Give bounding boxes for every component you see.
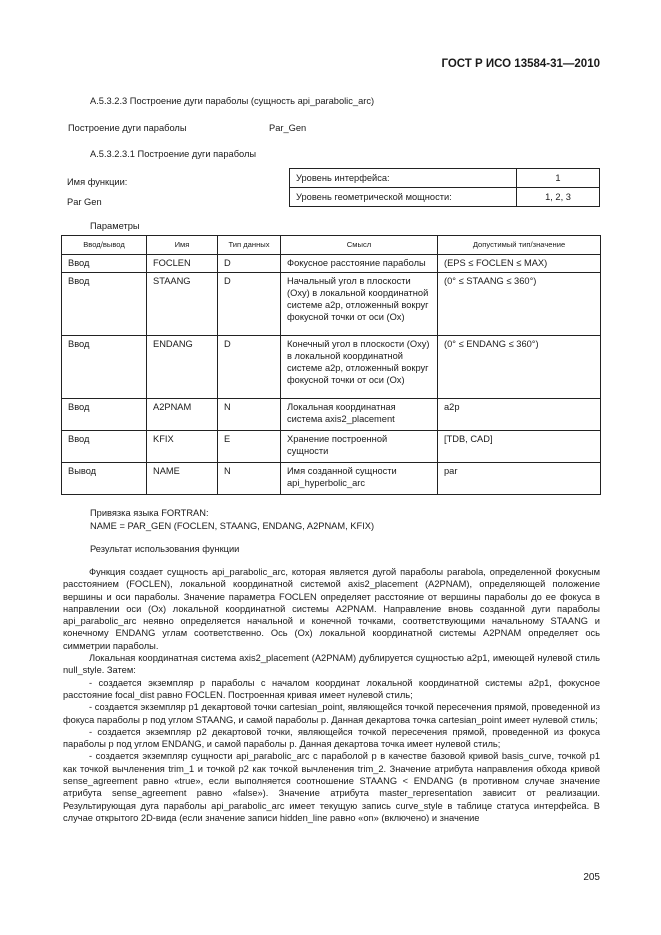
fortran-call: NAME = PAR_GEN (FOCLEN, STAANG, ENDANG, A2PNAM, KFIX)	[90, 521, 375, 531]
standard-designation: ГОСТ Р ИСО 13584-31—2010	[441, 58, 600, 70]
section-title: A.5.3.2.3 Построение дуги параболы (сущность api_parabolic_arc)	[90, 96, 375, 106]
cell-io: Ввод	[62, 399, 147, 431]
description-text	[63, 566, 600, 824]
cell-meaning: Начальный угол в плоскости (Oxy) в локальной координатной системе a2p, отложенный вокруг фокусной точки от оси (Ox)	[281, 273, 438, 336]
cell-type: N	[218, 399, 281, 431]
paragraph: - создается экземпляр p2 декартовой точки, являющейся точкой пересечения прямой, проведенной из фокуса параболы p под углом ENDANG, и самой параболы p. Данная декартова точка имеет нулевой стиль;	[63, 726, 600, 750]
cell-io: Ввод	[62, 431, 147, 463]
cell-name: ENDANG	[147, 336, 218, 399]
level-table	[289, 168, 600, 207]
cell-name: STAANG	[147, 273, 218, 336]
cell-name: KFIX	[147, 431, 218, 463]
cell-allowed: [TDB, CAD]	[438, 431, 601, 463]
cell-allowed: a2p	[438, 399, 601, 431]
construct-label: Построение дуги параболы	[68, 123, 187, 133]
paragraph: - создается экземпляр сущности api_parabolic_arc с параболой p в качестве базовой кривой basis_curve, точкой p1 как точкой вычленения trim_1 и точкой p2 как точкой вычленения trim_2. Значение атрибута направления обхода кривой sense_agreement равно «true», если выполняется соотношение STAANG < ENDANG (в противном случае значение атрибута sense_agreement равно «false»). Значение атрибута master_representation зависит от реализации. Результирующая дуга параболы api_parabolic_arc имеет текущую запись curve_style в таблице статуса интерфейса. В случае открытого 2D-вида (если значение записи hidden_line равно «on» (включено) и значение	[63, 751, 600, 823]
cell-type: N	[218, 463, 281, 495]
cell-meaning: Хранение построенной сущности	[281, 431, 438, 463]
parameters-table	[61, 235, 601, 495]
cell-meaning: Имя созданной сущности api_hyperbolic_arc	[281, 463, 438, 495]
table-row	[62, 431, 601, 463]
cell-io: Ввод	[62, 273, 147, 336]
construct-code: Par_Gen	[269, 123, 307, 133]
cell-allowed: (EPS ≤ FOCLEN ≤ MAX)	[438, 255, 601, 273]
paragraph: Функция создает сущность api_parabolic_arc, которая является дугой параболы parabola, определенной фокусным расстоянием (FOCLEN), локальной координатной системой axis2_placement (A2PNAM), определяющей положение вершины и оси параболы. Значение параметра FOCLEN определяет расстояние от вершины параболы до ее фокуса в направлении оси (Ox) локальной координатной системы A2PNAM. Направление вновь созданной дуги параболы api_parabolic_arc неявно определяется начальной и конечной точками, соответствующими начальному STAANG и конечному ENDANG углам соответственно. Ось (Ox) локальной координатной системы A2PNAM определяет ось симметрии параболы.	[63, 567, 600, 651]
cell-name: FOCLEN	[147, 255, 218, 273]
level-value: 1, 2, 3	[517, 188, 600, 207]
header-meaning: Смысл	[281, 236, 438, 255]
table-row	[62, 336, 601, 399]
cell-io: Ввод	[62, 255, 147, 273]
cell-io: Вывод	[62, 463, 147, 495]
header-io: Ввод/вывод	[62, 236, 147, 255]
cell-type: D	[218, 255, 281, 273]
header-type: Тип данных	[218, 236, 281, 255]
cell-type: D	[218, 273, 281, 336]
cell-allowed: (0° ≤ STAANG ≤ 360°)	[438, 273, 601, 336]
function-name-label: Имя функции:	[67, 177, 128, 187]
table-header-row	[62, 236, 601, 255]
table-row	[62, 273, 601, 336]
header-name: Имя	[147, 236, 218, 255]
page-number: 205	[583, 872, 600, 883]
cell-name: A2PNAM	[147, 399, 218, 431]
cell-meaning: Конечный угол в плоскости (Oxy) в локальной координатной системе a2p, отложенный вокруг фокусной точки от оси (Ox)	[281, 336, 438, 399]
table-row	[62, 463, 601, 495]
header-allowed: Допустимый тип/значение	[438, 236, 601, 255]
paragraph: - создается экземпляр p параболы с началом координат локальной координатной системы a2p1, фокусное расстояние focal_dist равно FOCLEN. Построенная кривая имеет нулевой стиль;	[63, 677, 600, 700]
fortran-label: Привязка языка FORTRAN:	[90, 508, 209, 518]
params-label: Параметры	[90, 221, 140, 231]
table-row	[62, 255, 601, 273]
paragraph: Локальная координатная система axis2_placement (A2PNAM) дублируется сущностью a2p1, имеющей нулевой стиль null_style. Затем:	[63, 653, 600, 676]
cell-allowed: par	[438, 463, 601, 495]
result-label: Результат использования функции	[90, 544, 240, 554]
subsection-title: A.5.3.2.3.1 Построение дуги параболы	[90, 149, 257, 159]
level-value: 1	[517, 169, 600, 188]
cell-meaning: Фокусное расстояние параболы	[281, 255, 438, 273]
level-label: Уровень интерфейса:	[290, 169, 517, 188]
level-label: Уровень геометрической мощности:	[290, 188, 517, 207]
cell-name: NAME	[147, 463, 218, 495]
function-name-value: Par Gen	[67, 197, 102, 207]
level-row	[290, 188, 600, 207]
cell-type: D	[218, 336, 281, 399]
cell-meaning: Локальная координатная система axis2_placement	[281, 399, 438, 431]
paragraph: - создается экземпляр p1 декартовой точки cartesian_point, являющейся точкой пересечения прямой, проведенной из фокуса параболы p под углом STAANG, и самой параболы p. Данная декартова точка cartesian_point имеет нулевой стиль;	[63, 702, 600, 725]
cell-type: E	[218, 431, 281, 463]
table-row	[62, 399, 601, 431]
level-row	[290, 169, 600, 188]
cell-io: Ввод	[62, 336, 147, 399]
cell-allowed: (0° ≤ ENDANG ≤ 360°)	[438, 336, 601, 399]
